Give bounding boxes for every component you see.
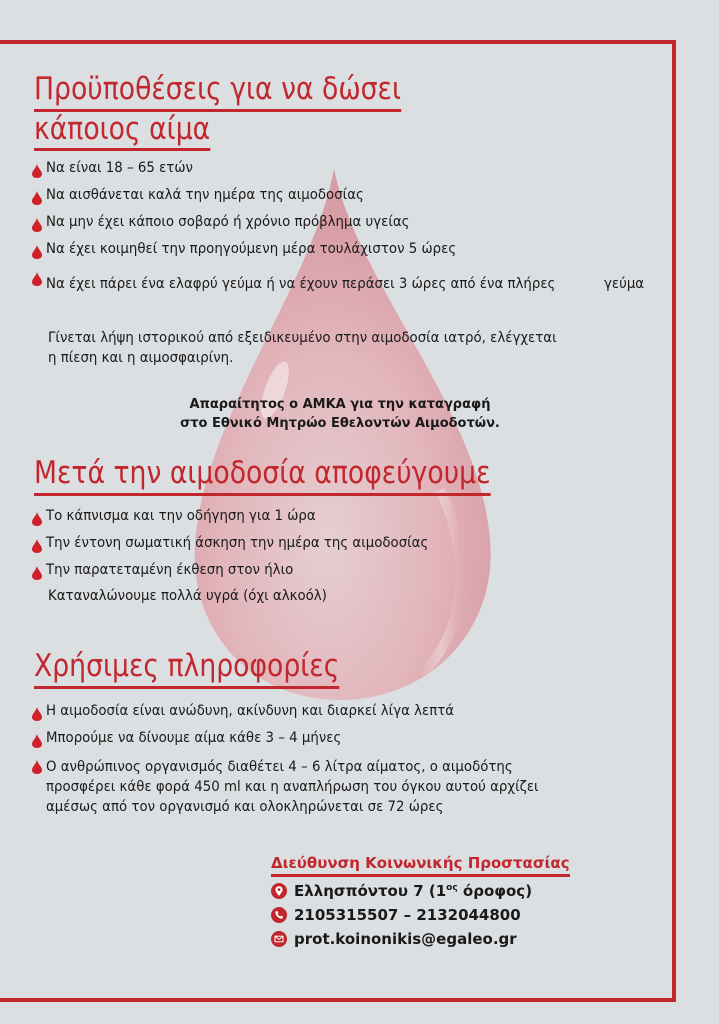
list-item: Την έντονη σωματική άσκηση την ημέρα της αιμοδοσίας (32, 535, 462, 562)
contact-block (271, 853, 570, 949)
address-text: Ελλησπόντου 7 ($1^{o\varsigma}$ όροφος) (294, 882, 533, 900)
list-item: Να έχει πάρει ένα ελαφρύ γεύμα ή να έχουν περάσει 3 ώρες από ένα πλήρες γεύμα (32, 268, 648, 318)
amka-note (0, 395, 680, 433)
list-item (32, 757, 581, 817)
amka-note-line-1: Απαραίτητος ο ΑΜΚΑ για την καταγραφή (189, 397, 491, 412)
blood-drop-bullet-icon (32, 245, 42, 259)
list-item: Να αισθάνεται καλά την ημέρα της αιμοδοσίας (32, 187, 648, 214)
section1-title (34, 72, 401, 151)
blood-drop-bullet-icon (32, 734, 42, 748)
multi-line-3: αμέσως από τον οργανισμό και ολοκληρώνεται σε 72 ώρες (46, 799, 444, 815)
list-item: Να είναι 18 – 65 ετών (32, 160, 648, 187)
address-row (271, 881, 570, 901)
blood-drop-bullet-icon (32, 272, 42, 286)
medical-history-note (48, 328, 557, 368)
blood-drop-bullet-icon (32, 512, 42, 526)
email-row (271, 929, 570, 949)
amka-note-line-2: στο Εθνικό Μητρώο Εθελοντών Αιμοδοτών. (180, 416, 500, 431)
envelope-icon (271, 931, 287, 947)
section3-title-text: Χρήσιμες πληροφορίες (34, 649, 339, 689)
list-item: Να μην έχει κάποιο σοβαρό ή χρόνιο πρόβλημα υγείας (32, 214, 648, 241)
phone-icon (271, 907, 287, 923)
phone-text: 2105315507 – 2132044800 (294, 906, 521, 924)
requirements-list (32, 160, 648, 318)
useful-info-list (32, 703, 581, 817)
blood-drop-bullet-icon (32, 707, 42, 721)
list-item: Μπορούμε να δίνουμε αίμα κάθε 3 – 4 μήνες (32, 730, 581, 757)
list-item: Να έχει κοιμηθεί την προηγούμενη μέρα τουλάχιστον 5 ώρες (32, 241, 648, 268)
section2-title (34, 455, 491, 496)
contact-title: Διεύθυνση Κοινωνικής Προστασίας (271, 854, 570, 877)
multi-line-2: προσφέρει κάθε φορά 450 ml και η αναπλήρωση του όγκου αυτού αρχίζει (46, 779, 539, 795)
location-pin-icon (271, 883, 287, 899)
blood-drop-bullet-icon (32, 164, 42, 178)
multi-line-1: Ο ανθρώπινος οργανισμός διαθέτει 4 – 6 λίτρα αίματος, ο αιμοδότης (46, 759, 513, 775)
list-item: Η αιμοδοσία είναι ανώδυνη, ακίνδυνη και διαρκεί λίγα λεπτά (32, 703, 581, 730)
blood-drop-bullet-icon (32, 539, 42, 553)
list-item: Το κάπνισμα και την οδήγηση για 1 ώρα (32, 508, 462, 535)
phone-row (271, 905, 570, 925)
note-line-2: η πίεση και η αιμοσφαιρίνη. (48, 350, 234, 366)
note-line-1: Γίνεται λήψη ιστορικού από εξειδικευμένο στην αιμοδοσία ιατρό, ελέγχεται (48, 330, 557, 346)
email-text[interactable]: prot.koinonikis@egaleo.gr (294, 930, 517, 948)
blood-drop-bullet-icon (32, 218, 42, 232)
avoid-list (32, 508, 462, 589)
blood-drop-bullet-icon (32, 760, 42, 774)
section2-title-text: Μετά την αιμοδοσία αποφεύγουμε (34, 456, 491, 496)
list-item-continuation: γεύμα (604, 276, 645, 292)
blood-drop-bullet-icon (32, 191, 42, 205)
section1-title-line1: Προϋποθέσεις για να δώσει (34, 72, 401, 112)
fluids-note: Καταναλώνουμε πολλά υγρά (όχι αλκοόλ) (48, 588, 327, 604)
section1-title-line2: κάποιος αίμα (34, 112, 210, 152)
list-item: Την παρατεταμένη έκθεση στον ήλιο (32, 562, 462, 589)
section3-title (34, 648, 339, 689)
blood-drop-bullet-icon (32, 566, 42, 580)
